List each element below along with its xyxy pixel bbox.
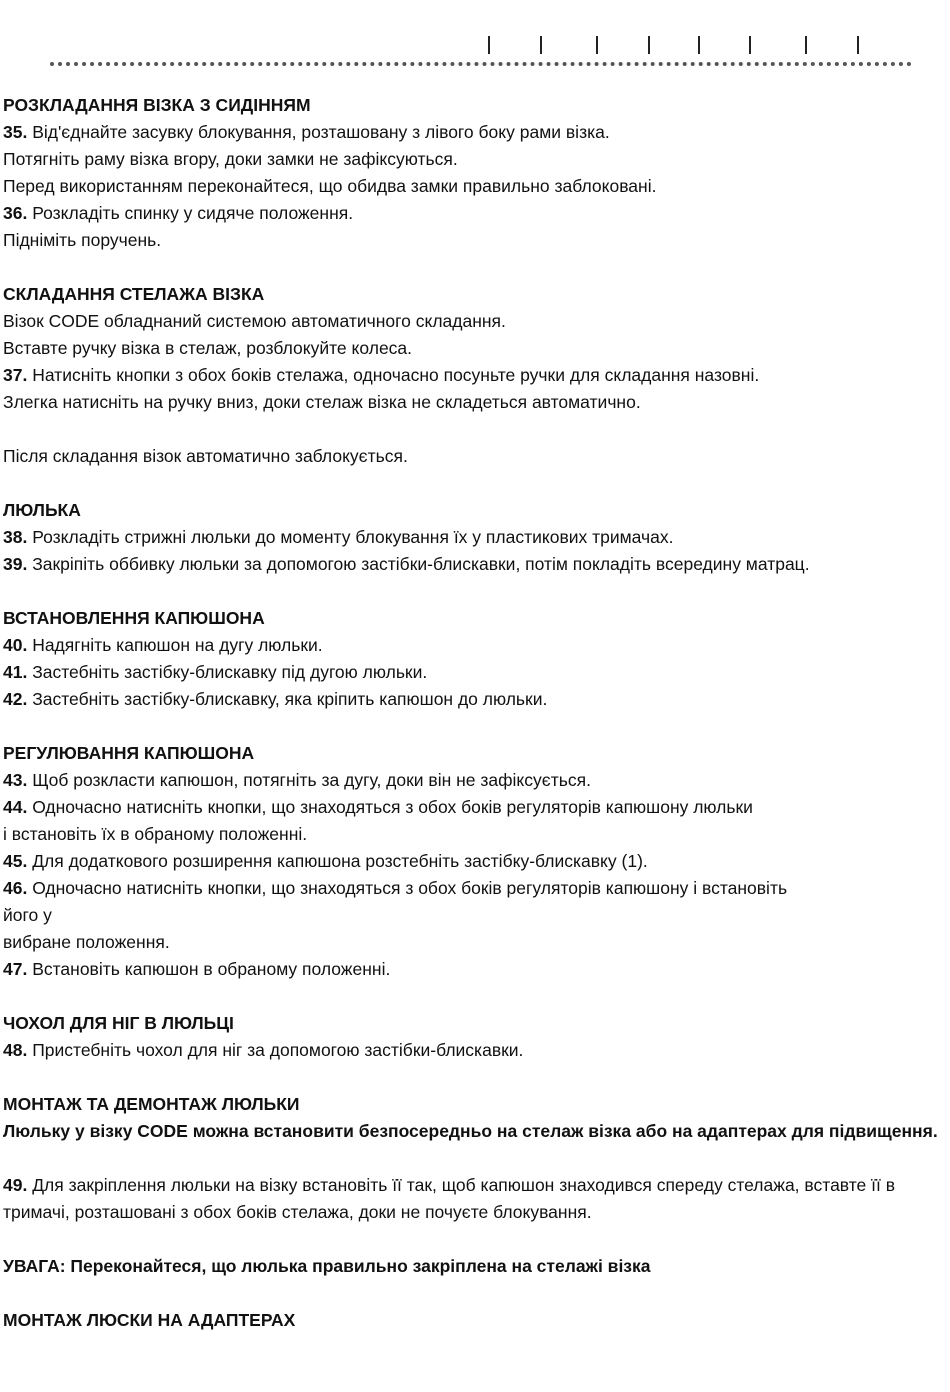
instruction-line: [3, 146, 947, 173]
instruction-line: [3, 362, 947, 389]
step-text: вибране положення.: [3, 932, 170, 952]
step-text: Від'єднайте засувку блокування, розташовану з лівого боку рами візка.: [27, 122, 610, 142]
step-text: Для додаткового розширення капюшона розстебніть застібку-блискавку (1).: [27, 851, 648, 871]
instruction-line: [3, 794, 947, 821]
instruction-line: [3, 848, 947, 875]
step-text: Одночасно натисніть кнопки, що знаходяться з обох боків регуляторів капюшону і встановіть: [27, 878, 788, 898]
step-number: 35.: [3, 122, 28, 142]
section-footmuff: [3, 1010, 947, 1064]
note-line: Після складання візок автоматично заблокується.: [3, 446, 408, 466]
document-body: [3, 92, 947, 1361]
instruction-line: [3, 659, 947, 686]
section-heading: МОНТАЖ ЛЮСКИ НА АДАПТЕРАХ: [3, 1310, 296, 1330]
step-text: Встановіть капюшон в обраному положенні.: [27, 959, 391, 979]
section-hood-adjustment: [3, 740, 947, 983]
section-heading: РОЗКЛАДАННЯ ВІЗКА З СИДІННЯМ: [3, 95, 311, 115]
header-tick-row: [0, 36, 950, 56]
section-hood-installation: [3, 605, 947, 713]
instruction-line: [3, 173, 947, 200]
section-carrycot: [3, 497, 947, 578]
section-note: [3, 443, 947, 470]
instruction-line: [3, 335, 947, 362]
step-text: Для закріплення люльки на візку встановіть її так, щоб капюшон знаходився спереду стелажа, вставте її в тримачі, розташовані з обох боків стелажа, доки не почуєте блокування.: [3, 1175, 896, 1222]
instruction-line: [3, 227, 947, 254]
step-text: Одночасно натисніть кнопки, що знаходяться з обох боків регуляторів капюшону люльки: [27, 797, 753, 817]
section-heading: ЛЮЛЬКА: [3, 500, 81, 520]
section-unfolding-stroller: [3, 92, 947, 254]
instruction-line: [3, 902, 947, 929]
step-text: Щоб розкласти капюшон, потягніть за дугу, доки він не зафіксується.: [27, 770, 591, 790]
step-number: 42.: [3, 689, 28, 709]
section-heading: ВСТАНОВЛЕННЯ КАПЮШОНА: [3, 608, 265, 628]
tick-mark: [596, 36, 598, 54]
step-text: Пристебніть чохол для ніг за допомогою застібки-блискавки.: [27, 1040, 524, 1060]
section-heading: ЧОХОЛ ДЛЯ НІГ В ЛЮЛЬЦІ: [3, 1013, 234, 1033]
step-text: Закріпіть оббивку люльки за допомогою застібки-блискавки, потім покладіть всередину матрац.: [27, 554, 810, 574]
instruction-line: [3, 821, 947, 848]
instruction-line: [3, 686, 947, 713]
instruction-line: [3, 956, 947, 983]
instruction-line: [3, 632, 947, 659]
step-text: і встановіть їх в обраному положенні.: [3, 824, 308, 844]
section-seat-on-adapters: [3, 1307, 947, 1334]
step-number: 39.: [3, 554, 28, 574]
instruction-line: [3, 119, 947, 146]
step-number: 37.: [3, 365, 28, 385]
instruction-line: [3, 875, 947, 902]
section-heading: РЕГУЛЮВАННЯ КАПЮШОНА: [3, 743, 255, 763]
tick-mark: [749, 36, 751, 54]
step-number: 47.: [3, 959, 28, 979]
step-number: 46.: [3, 878, 28, 898]
section-carrycot-step: [3, 1172, 947, 1226]
tick-mark: [540, 36, 542, 54]
step-text: Розкладіть спинку у сидяче положення.: [27, 203, 354, 223]
tick-mark: [648, 36, 650, 54]
step-text: Підніміть поручень.: [3, 230, 162, 250]
step-number: 48.: [3, 1040, 28, 1060]
intro-bold-text: Люльку у візку CODE можна встановити безпосередньо на стелаж візка або на адаптерах для підвищення.: [3, 1121, 938, 1141]
step-text: Розкладіть стрижні люльки до моменту блокування їх у пластикових тримачах.: [27, 527, 674, 547]
dotted-divider: [50, 62, 912, 66]
step-number: 38.: [3, 527, 28, 547]
step-text: Злегка натисніть на ручку вниз, доки стелаж візка не складеться автоматично.: [3, 392, 641, 412]
instruction-line: [3, 1037, 947, 1064]
warning-text: УВАГА: Переконайтеся, що люлька правильно закріплена на стелажі візка: [3, 1256, 651, 1276]
section-carrycot-mounting: [3, 1091, 947, 1145]
section-heading: СКЛАДАННЯ СТЕЛАЖА ВІЗКА: [3, 284, 265, 304]
tick-mark: [698, 36, 700, 54]
instruction-line: [3, 767, 947, 794]
instruction-line: [3, 929, 947, 956]
step-text: Застебніть застібку-блискавку, яка кріпить капюшон до люльки.: [27, 689, 548, 709]
step-text: Застебніть застібку-блискавку під дугою люльки.: [27, 662, 428, 682]
instruction-line: [3, 308, 947, 335]
instruction-line: [3, 1172, 947, 1226]
step-text: Надягніть капюшон на дугу люльки.: [27, 635, 323, 655]
section-folding-frame: [3, 281, 947, 416]
step-text: Потягніть раму візка вгору, доки замки не зафіксуються.: [3, 149, 458, 169]
step-number: 49.: [3, 1175, 28, 1195]
step-number: 41.: [3, 662, 28, 682]
step-text: Натисніть кнопки з обох боків стелажа, одночасно посуньте ручки для складання назовні.: [27, 365, 760, 385]
instruction-line: [3, 524, 947, 551]
section-warning: [3, 1253, 947, 1280]
instruction-line: [3, 389, 947, 416]
step-number: 36.: [3, 203, 28, 223]
step-text: Візок CODE обладнаний системою автоматичного складання.: [3, 311, 506, 331]
step-text: Вставте ручку візка в стелаж, розблокуйте колеса.: [3, 338, 413, 358]
instruction-line: [3, 200, 947, 227]
step-text: Перед використанням переконайтеся, що обидва замки правильно заблоковані.: [3, 176, 657, 196]
step-number: 44.: [3, 797, 28, 817]
instruction-line: [3, 551, 947, 578]
step-number: 45.: [3, 851, 28, 871]
section-heading: МОНТАЖ ТА ДЕМОНТАЖ ЛЮЛЬКИ: [3, 1094, 300, 1114]
tick-mark: [805, 36, 807, 54]
step-text: його у: [3, 905, 52, 925]
step-number: 40.: [3, 635, 28, 655]
step-number: 43.: [3, 770, 28, 790]
tick-mark: [857, 36, 859, 54]
tick-mark: [488, 36, 490, 54]
